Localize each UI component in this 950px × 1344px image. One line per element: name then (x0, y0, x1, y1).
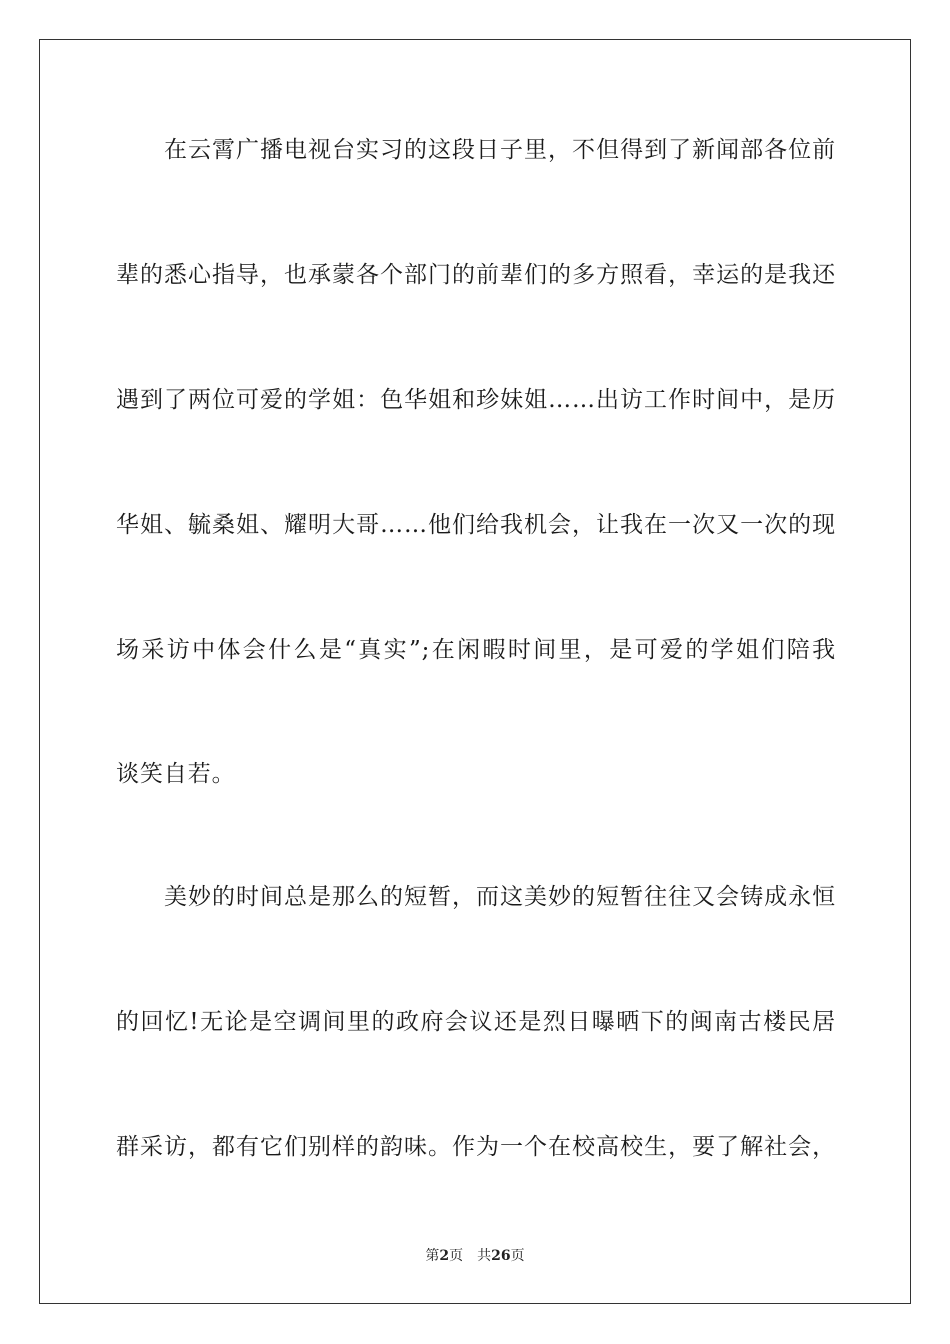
paragraph-1-line-3: 遇到了两位可爱的学姐：色华姐和珍妹姐……出访工作时间中，是历 (116, 387, 836, 413)
paragraph-1-line-2: 辈的悉心指导，也承蒙各个部门的前辈们的多方照看，幸运的是我还 (116, 262, 836, 288)
page-footer (0, 1247, 950, 1265)
paragraph-1-line-4: 华姐、毓桑姐、耀明大哥……他们给我机会，让我在一次又一次的现 (116, 512, 836, 538)
paragraph-1-line-1: 在云霄广播电视台实习的这段日子里，不但得到了新闻部各位前 (164, 137, 836, 163)
page-prefix: 第 (425, 1248, 440, 1264)
total-pages: 26 (491, 1248, 511, 1264)
page-number: 2 (439, 1248, 450, 1264)
paragraph-1-line-6: 谈笑自若。 (116, 761, 236, 787)
paragraph-1-line-5: 场采访中体会什么是“真实”;在闲暇时间里，是可爱的学姐们陪我 (116, 637, 836, 663)
page-suffix: 页 (449, 1248, 464, 1264)
page-border (39, 39, 911, 1304)
total-suffix: 页 (510, 1248, 525, 1264)
paragraph-2-line-1: 美妙的时间总是那么的短暂，而这美妙的短暂往往又会铸成永恒 (164, 884, 836, 910)
paragraph-2-line-3: 群采访，都有它们别样的韵味。作为一个在校高校生，要了解社会， (116, 1134, 836, 1160)
total-prefix: 共 (477, 1248, 492, 1264)
paragraph-2-line-2: 的回忆!无论是空调间里的政府会议还是烈日曝晒下的闽南古楼民居 (116, 1009, 836, 1035)
